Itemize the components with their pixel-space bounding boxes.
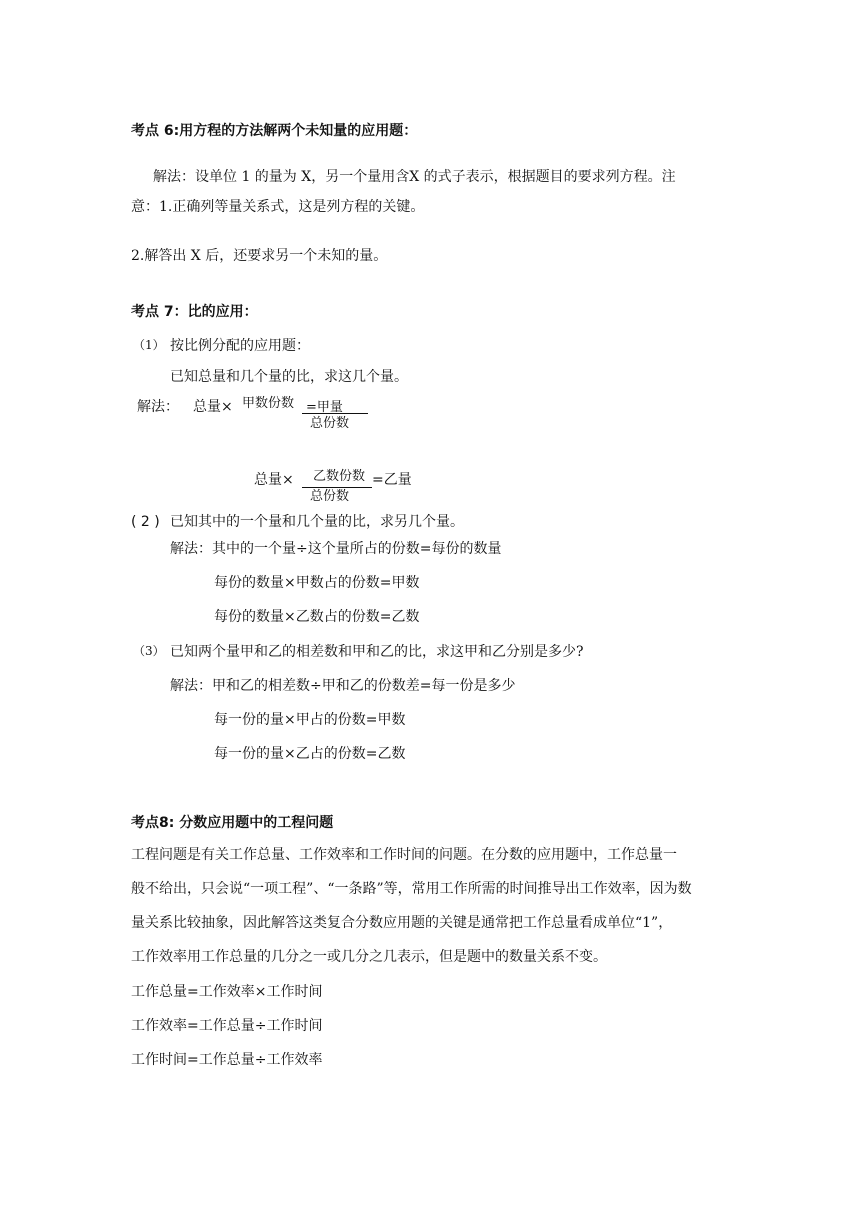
formula1-rhs: =甲量	[306, 400, 343, 415]
formula2-rhs: =乙量	[372, 472, 412, 488]
item2-method: 解法：其中的一个量÷这个量所占的份数=每份的数量	[170, 541, 502, 557]
formula-work-time: 工作时间=工作总量÷工作效率	[131, 1052, 323, 1068]
item2-title: 已知其中的一个量和几个量的比，求另几个量。	[170, 514, 464, 530]
formula1-denominator: 总份数	[310, 416, 350, 431]
section6-method-line2: 意：1.正确列等量关系式，这是列方程的关键。	[131, 199, 425, 215]
method-label: 解法：	[137, 399, 179, 415]
formula1-lhs: 总量×	[193, 399, 233, 415]
item2-label: ( 2 )	[131, 514, 160, 530]
formula1-fraction-bar	[302, 413, 368, 414]
formula2-lhs: 总量×	[254, 472, 294, 488]
formula-work-rate: 工作效率=工作总量÷工作时间	[131, 1018, 323, 1034]
item3-label: （3）	[133, 644, 165, 658]
item3-title: 已知两个量甲和乙的相差数和甲和乙的比，求这甲和乙分别是多少?	[170, 644, 584, 660]
item1-title: 按比例分配的应用题：	[170, 338, 310, 354]
item1-label: （1）	[133, 338, 165, 352]
section8-para-line2: 般不给出，只会说“一项工程”、“一条路”等，常用工作所需的时间推导出工作效率，因为数	[131, 881, 692, 897]
item3-method: 解法：甲和乙的相差数÷甲和乙的份数差=每一份是多少	[170, 678, 516, 694]
section8-heading: 考点8: 分数应用题中的工程问题	[131, 815, 334, 831]
section8-para-line3: 量关系比较抽象，因此解答这类复合分数应用题的关键是通常把工作总量看成单位“1”，	[131, 915, 673, 931]
formula1-numerator: 甲数份数	[242, 396, 295, 411]
formula2-numerator: 乙数份数	[313, 469, 366, 484]
item2-step-jia: 每份的数量×甲数占的份数=甲数	[214, 575, 420, 591]
item3-step-yi: 每一份的量×乙占的份数=乙数	[214, 746, 406, 762]
formula2-denominator: 总份数	[310, 489, 350, 504]
section6-note2: 2.解答出 X 后，还要求另一个未知的量。	[131, 248, 388, 264]
section6-heading: 考点 6:用方程的方法解两个未知量的应用题：	[131, 123, 418, 139]
section7-heading: 考点 7：比的应用：	[131, 304, 258, 320]
item2-step-yi: 每份的数量×乙数占的份数=乙数	[214, 609, 420, 625]
section8-para-line1: 工程问题是有关工作总量、工作效率和工作时间的问题。在分数的应用题中，工作总量一	[131, 847, 677, 863]
item1-desc: 已知总量和几个量的比，求这几个量。	[170, 369, 408, 385]
section6-method-line1: 解法：设单位 1 的量为 X，另一个量用含X 的式子表示，根据题目的要求列方程。注	[153, 169, 676, 185]
formula-work-total: 工作总量=工作效率×工作时间	[131, 984, 323, 1000]
formula2-fraction-bar	[302, 487, 372, 488]
section8-para-line4: 工作效率用工作总量的几分之一或几分之几表示，但是题中的数量关系不变。	[131, 949, 607, 965]
item3-step-jia: 每一份的量×甲占的份数=甲数	[214, 712, 406, 728]
